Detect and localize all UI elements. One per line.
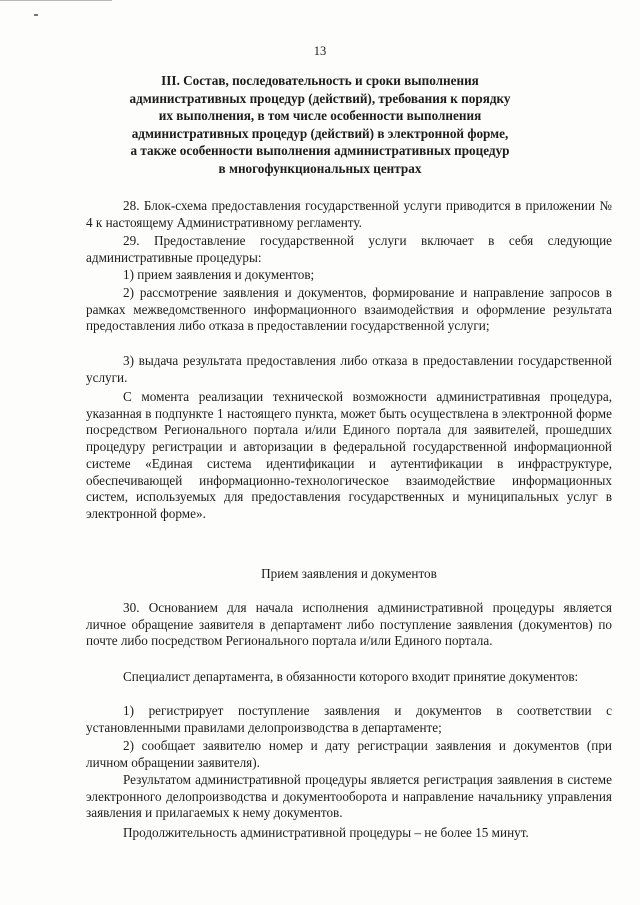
scan-edge-mark: [0, 0, 112, 5]
paragraph-29: 29. Предоставление государственной услуги включает в себя следующие административные процедуры:: [86, 233, 612, 265]
list-item-1: 1) прием заявления и документов;: [123, 267, 315, 282]
list-item-3: 3) выдача результата предоставления либо отказа в предоставлении государственной услуги.: [86, 353, 612, 385]
subsection-heading: Прием заявления и документов: [261, 566, 437, 581]
heading-line: административных процедур (действий) в электронной форме,: [131, 125, 509, 141]
scan-speck: [34, 14, 38, 16]
paragraph-duration: Продолжительность административной процедуры – не более 15 минут.: [123, 825, 529, 840]
paragraph-result: Результатом административной процедуры является регистрация заявления в системе электронного делопроизводства и документооборота и направление начальнику управления заявления и прилагаемых к нему документов.: [86, 772, 612, 821]
list-item-2: 2) рассмотрение заявления и документов, формирование и направление запросов в рамках межведомственного информационного взаимодействия и оформление результата предоставления либо отказа в предоставлении государственной услуги;: [86, 285, 612, 334]
section-heading: [100, 72, 540, 178]
heading-line: III. Состав, последовательность и сроки выполнения: [161, 73, 479, 88]
paragraph-30: 30. Основанием для начала исполнения административной процедуры является личное обращение заявителя в департамент либо поступление заявления (документов) по почте либо посредством Регионального портала и/или Единого портала.: [86, 600, 612, 649]
page-number: 13: [313, 44, 327, 58]
heading-line: а также особенности выполнения административных процедур: [130, 143, 510, 159]
heading-line: их выполнения, в том числе особенности выполнения: [158, 108, 482, 124]
list-item-registers: 1) регистрирует поступление заявления и документов в соответствии с установленными правилами делопроизводства в департаменте;: [86, 703, 612, 735]
paragraph-electronic-form: С момента реализации технической возможности административная процедура, указанная в подпункте 1 настоящего пункта, может быть осуществлена в электронной форме посредством Регионального портала и/или Единого портала для заявителей, прошедших процедуру регистрации и авторизации в федеральной государственной информационной системе «Единая система идентификации и аутентификации в инфраструктуре, обеспечивающей информационно-технологическое взаимодействие информационных систем, используемых для предоставления государственных и муниципальных услуг в электронной форме».: [86, 389, 612, 521]
paragraph-specialist: Специалист департамента, в обязанности которого входит принятие документов:: [123, 669, 579, 684]
heading-line: в многофункциональных центрах: [218, 160, 422, 176]
paragraph-28: 28. Блок-схема предоставления государственной услуги приводится в приложении № 4 к настоящему Административному регламенту.: [86, 198, 612, 230]
list-item-informs: 2) сообщает заявителю номер и дату регистрации заявления и документов (при личном обращении заявителя).: [86, 738, 612, 770]
heading-line: административных процедур (действий), требования к порядку: [129, 90, 511, 106]
